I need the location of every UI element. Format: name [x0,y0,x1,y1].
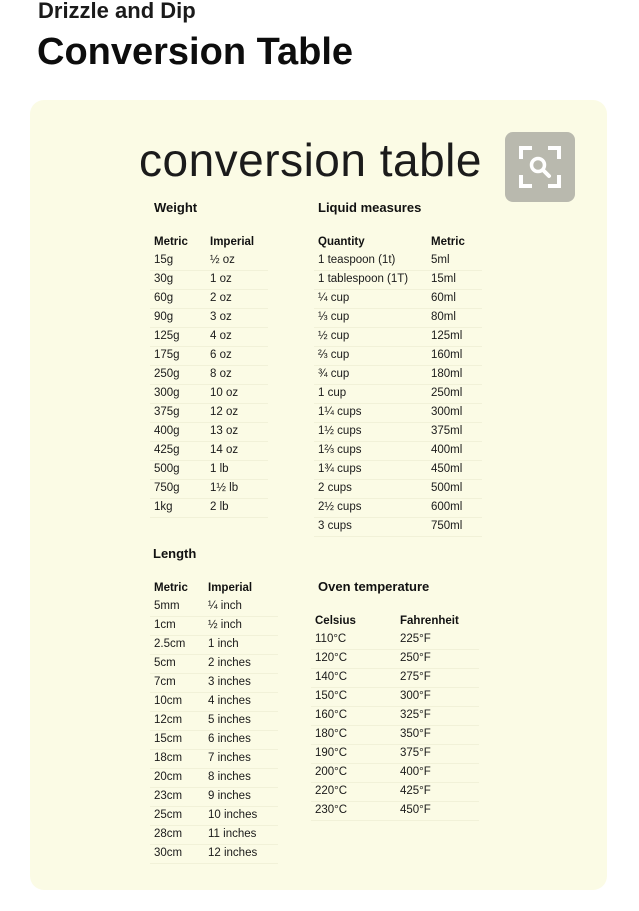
weight-cell-metric: 175g [154,349,180,361]
oven-cell-fahrenheit: 400°F [400,766,431,778]
weight-cell-imperial: 13 oz [210,425,239,437]
liquid-cell-metric: 250ml [431,387,463,399]
oven-cell-celsius: 220°C [315,785,348,797]
liquid-row [314,252,482,271]
weight-cell-imperial: 6 oz [210,349,232,361]
liquid-cell-metric: 300ml [431,406,463,418]
oven-row [311,707,479,726]
oven-cell-celsius: 230°C [315,804,348,816]
length-cell-metric: 30cm [154,847,183,859]
length-cell-imperial: 7 inches [208,752,251,764]
liquid-row [314,328,482,347]
oven-cell-fahrenheit: 325°F [400,709,431,721]
length-row [150,731,278,750]
weight-row [150,499,268,518]
length-cell-imperial: 3 inches [208,676,251,688]
liquid-row [314,499,482,518]
weight-row [150,252,268,271]
liquid-cell-metric: 450ml [431,463,463,475]
weight-cell-metric: 425g [154,444,180,456]
weight-row [150,461,268,480]
weight-cell-imperial: 10 oz [210,387,239,399]
liquid-row [314,309,482,328]
length-cell-metric: 1cm [154,619,176,631]
length-row [150,807,278,826]
oven-cell-celsius: 150°C [315,690,348,702]
liquid-row [314,461,482,480]
length-table [150,598,278,864]
liquid-cell-metric: 500ml [431,482,463,494]
length-row [150,674,278,693]
liquid-row [314,518,482,537]
oven-row [311,764,479,783]
weight-row [150,347,268,366]
weight-cell-metric: 375g [154,406,180,418]
weight-cell-metric: 30g [154,273,174,285]
weight-row [150,480,268,499]
weight-heading: Weight [154,200,198,215]
length-row [150,693,278,712]
length-cell-imperial: 9 inches [208,790,251,802]
liquid-cell-metric: 125ml [431,330,463,342]
oven-cell-fahrenheit: 425°F [400,785,431,797]
liquid-row [314,385,482,404]
oven-cell-fahrenheit: 450°F [400,804,431,816]
oven-row [311,745,479,764]
weight-row [150,442,268,461]
weight-row [150,404,268,423]
oven-cell-fahrenheit: 275°F [400,671,431,683]
length-row [150,636,278,655]
length-cell-metric: 5cm [154,657,176,669]
length-cell-metric: 10cm [154,695,183,707]
length-cell-metric: 7cm [154,676,176,688]
weight-cell-imperial: 1 oz [210,273,232,285]
oven-cell-fahrenheit: 375°F [400,747,431,759]
length-cell-metric: 12cm [154,714,183,726]
oven-cell-celsius: 180°C [315,728,348,740]
liquid-cell-quantity: ⅔ cup [318,349,350,361]
length-row [150,712,278,731]
liquid-cell-quantity: 1¼ cups [318,406,362,418]
liquid-row [314,290,482,309]
oven-col-fahrenheit: Fahrenheit [400,615,459,627]
liquid-col-quantity: Quantity [318,236,365,248]
site-name: Drizzle and Dip [38,0,196,23]
oven-row [311,631,479,650]
liquid-cell-quantity: ¾ cup [318,368,350,380]
weight-cell-metric: 125g [154,330,180,342]
weight-row [150,309,268,328]
liquid-cell-quantity: ¼ cup [318,292,350,304]
length-cell-metric: 15cm [154,733,183,745]
weight-row [150,271,268,290]
oven-row [311,783,479,802]
liquid-cell-quantity: 1 cup [318,387,347,399]
weight-cell-imperial: 4 oz [210,330,232,342]
liquid-row [314,366,482,385]
liquid-cell-metric: 375ml [431,425,463,437]
length-cell-imperial: 4 inches [208,695,251,707]
weight-cell-imperial: 2 oz [210,292,232,304]
length-col-imperial: Imperial [208,582,253,594]
card-title: conversion table [139,134,482,186]
oven-cell-fahrenheit: 250°F [400,652,431,664]
page-title: Conversion Table [37,31,354,73]
oven-row [311,726,479,745]
weight-row [150,328,268,347]
weight-cell-metric: 15g [154,254,174,266]
oven-cell-celsius: 120°C [315,652,348,664]
weight-table [150,252,268,518]
weight-cell-metric: 500g [154,463,180,475]
length-cell-imperial: 2 inches [208,657,251,669]
oven-cell-celsius: 140°C [315,671,348,683]
liquid-row [314,347,482,366]
weight-cell-imperial: 2 lb [210,501,229,513]
weight-cell-metric: 250g [154,368,180,380]
length-row [150,769,278,788]
weight-row [150,385,268,404]
weight-col-imperial: Imperial [210,236,255,248]
weight-cell-metric: 300g [154,387,180,399]
weight-cell-imperial: 12 oz [210,406,239,418]
liquid-cell-quantity: ½ cup [318,330,350,342]
liquid-row [314,404,482,423]
length-cell-imperial: ¼ inch [208,600,242,612]
oven-table [311,631,479,821]
length-col-metric: Metric [154,582,188,594]
liquid-heading: Liquid measures [318,200,422,215]
length-cell-imperial: 10 inches [208,809,258,821]
liquid-cell-metric: 15ml [431,273,456,285]
liquid-cell-metric: 400ml [431,444,463,456]
length-row [150,655,278,674]
liquid-cell-metric: 180ml [431,368,463,380]
weight-cell-imperial: 14 oz [210,444,239,456]
oven-cell-celsius: 190°C [315,747,348,759]
weight-cell-imperial: ½ oz [210,254,235,266]
liquid-cell-metric: 600ml [431,501,463,513]
liquid-cell-metric: 160ml [431,349,463,361]
liquid-row [314,423,482,442]
visual-search-button[interactable] [505,132,575,202]
length-row [150,598,278,617]
oven-cell-celsius: 200°C [315,766,348,778]
weight-cell-imperial: 1 lb [210,463,229,475]
liquid-cell-quantity: 1 teaspoon (1t) [318,254,396,266]
length-cell-metric: 23cm [154,790,183,802]
length-row [150,826,278,845]
oven-cell-celsius: 160°C [315,709,348,721]
weight-row [150,366,268,385]
length-row [150,845,278,864]
length-cell-metric: 20cm [154,771,183,783]
length-row [150,788,278,807]
weight-row [150,423,268,442]
length-cell-metric: 18cm [154,752,183,764]
liquid-cell-metric: 750ml [431,520,463,532]
length-cell-imperial: 12 inches [208,847,258,859]
liquid-col-metric: Metric [431,236,465,248]
weight-cell-metric: 60g [154,292,174,304]
weight-cell-metric: 1kg [154,501,173,513]
length-cell-metric: 28cm [154,828,183,840]
liquid-cell-quantity: ⅓ cup [318,311,350,323]
weight-cell-metric: 400g [154,425,180,437]
oven-row [311,650,479,669]
liquid-cell-quantity: 2 cups [318,482,352,494]
liquid-cell-quantity: 2½ cups [318,501,362,513]
length-cell-imperial: 11 inches [208,828,257,840]
liquid-cell-quantity: 1⅔ cups [318,444,362,456]
liquid-row [314,271,482,290]
weight-col-metric: Metric [154,236,188,248]
liquid-cell-quantity: 1 tablespoon (1T) [318,273,409,285]
weight-cell-metric: 750g [154,482,180,494]
length-cell-imperial: 5 inches [208,714,251,726]
oven-cell-celsius: 110°C [315,633,347,645]
length-cell-imperial: 6 inches [208,733,251,745]
oven-cell-fahrenheit: 350°F [400,728,431,740]
length-cell-imperial: 1 inch [208,638,239,650]
oven-cell-fahrenheit: 300°F [400,690,431,702]
oven-row [311,688,479,707]
liquid-cell-quantity: 1¾ cups [318,463,362,475]
liquid-cell-metric: 80ml [431,311,456,323]
liquid-cell-metric: 5ml [431,254,450,266]
liquid-cell-metric: 60ml [431,292,456,304]
length-cell-imperial: 8 inches [208,771,251,783]
liquid-table [314,252,482,537]
length-row [150,617,278,636]
oven-cell-fahrenheit: 225°F [400,633,431,645]
weight-cell-imperial: 1½ lb [210,482,239,494]
oven-row [311,669,479,688]
liquid-cell-quantity: 1½ cups [318,425,362,437]
length-cell-metric: 5mm [154,600,180,612]
length-row [150,750,278,769]
liquid-cell-quantity: 3 cups [318,520,352,532]
weight-cell-metric: 90g [154,311,174,323]
length-cell-imperial: ½ inch [208,619,242,631]
weight-row [150,290,268,309]
liquid-row [314,480,482,499]
visual-search-icon [518,145,562,189]
weight-cell-imperial: 8 oz [210,368,232,380]
length-heading: Length [153,546,197,561]
oven-row [311,802,479,821]
oven-col-celsius: Celsius [315,615,356,627]
length-cell-metric: 2.5cm [154,638,186,650]
length-cell-metric: 25cm [154,809,183,821]
oven-heading: Oven temperature [318,579,430,594]
weight-cell-imperial: 3 oz [210,311,232,323]
liquid-row [314,442,482,461]
